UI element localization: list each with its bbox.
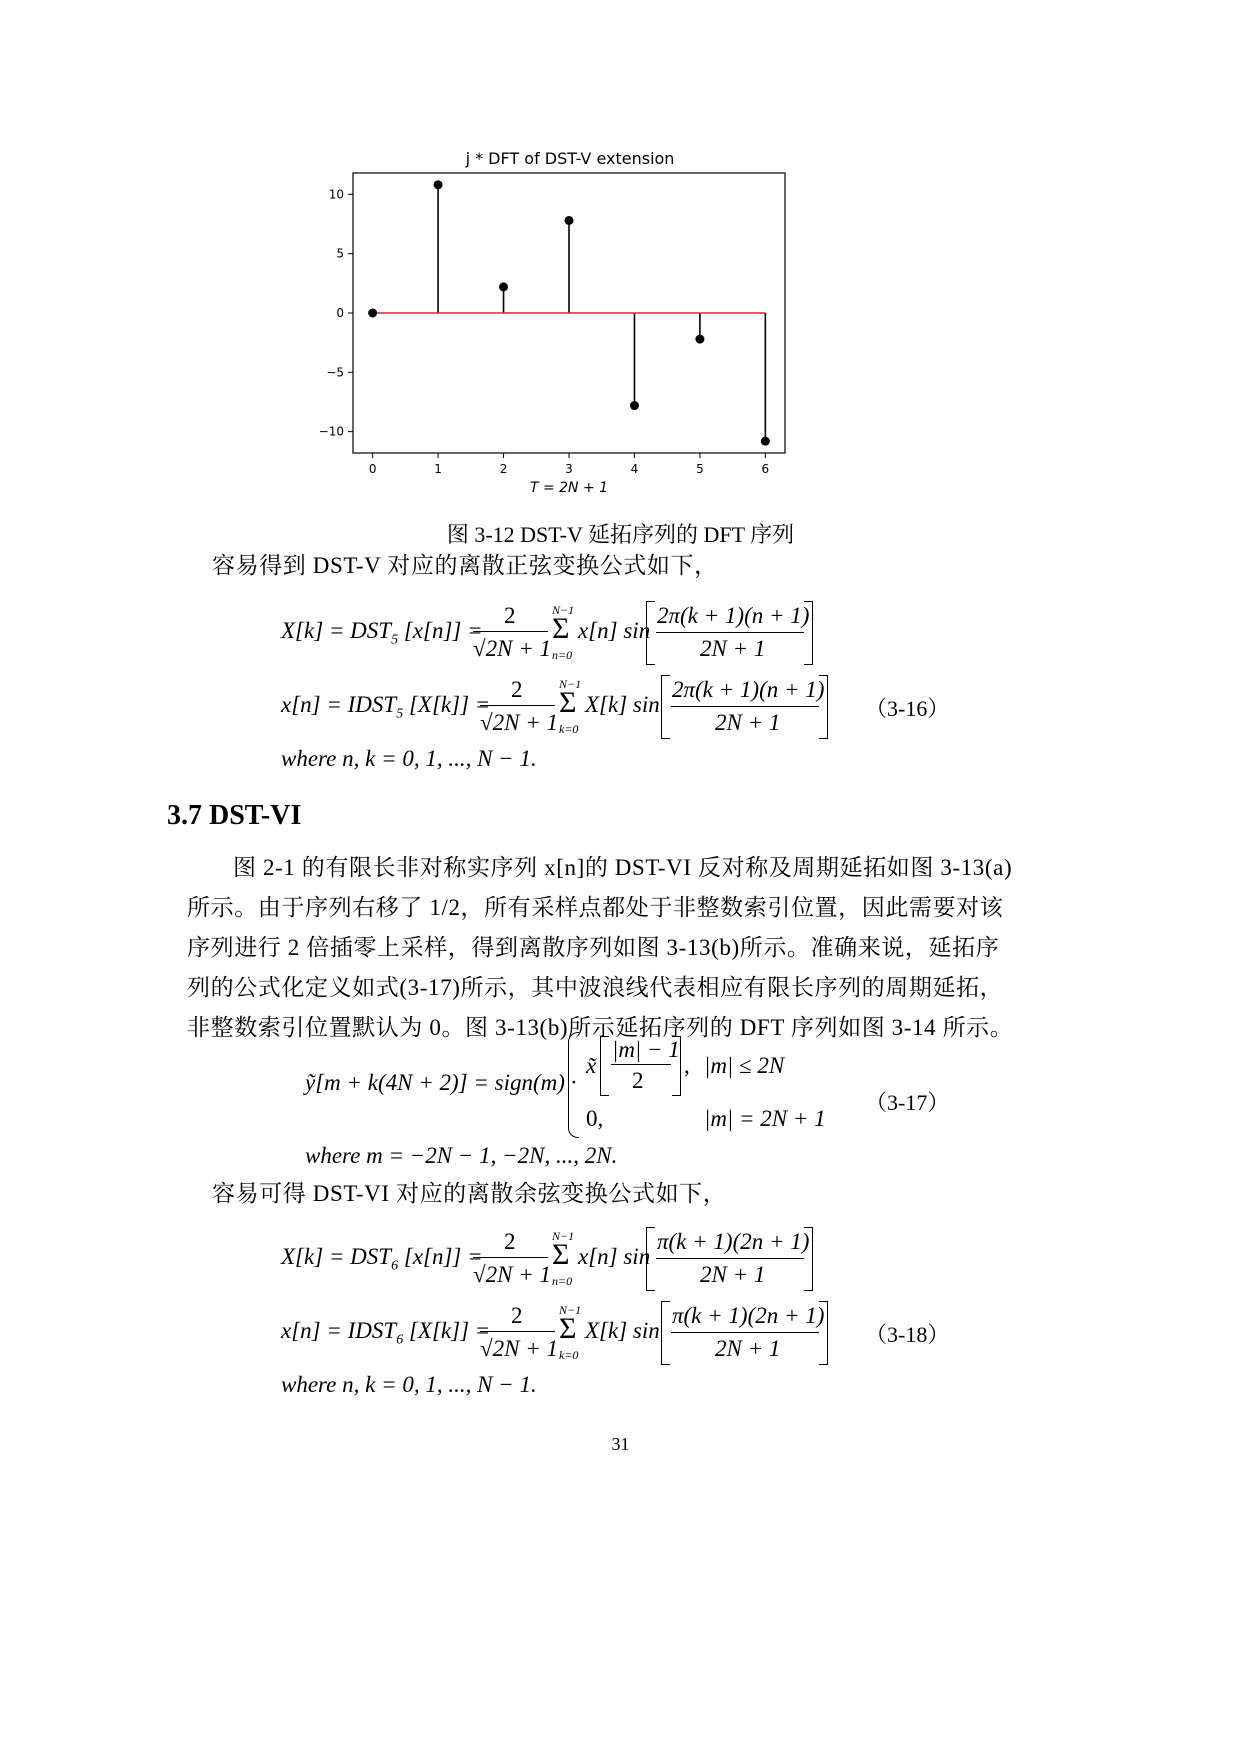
eq18-term1: x[n] sin — [578, 1244, 651, 1269]
eq16-bracket2-right — [819, 675, 828, 739]
y-tick-label: −10 — [318, 424, 344, 439]
eq16-sum2-bot: k=0 — [559, 722, 579, 736]
eq17-case1-expr: x̃ — [586, 1053, 597, 1078]
eq18-line2-lhs: $x[n] = IDST_6$ [X[k]] = — [281, 1318, 491, 1348]
eq16-arg2-den: 2N + 1 — [715, 710, 781, 735]
eq17-case2-expr: 0, — [586, 1106, 604, 1131]
eq18-bracket2-right — [819, 1301, 828, 1365]
eq18-sum-top: N−1 — [552, 1229, 575, 1243]
eq18-arg2-bar — [671, 1332, 819, 1333]
eq16-line2-lhs: $x[n] = IDST_5$ [X[k]] = — [281, 692, 491, 722]
y-axis — [319, 187, 353, 438]
eq18-line1-lhs: $X[k] = DST_6$ [x[n]] = — [281, 1244, 483, 1274]
eq18-bracket-right — [804, 1227, 813, 1291]
eq16-arg-num: 2π(k + 1)(n + 1) — [657, 603, 810, 628]
x-axis — [369, 453, 769, 476]
stem-marker — [630, 401, 639, 410]
x-axis-label: T = 2N + 1 — [529, 480, 609, 496]
stem-marker — [695, 335, 704, 344]
chart-title: j * DFT of DST-V extension — [465, 149, 675, 168]
eq18-arg2-den: 2N + 1 — [715, 1336, 781, 1361]
y-tick-label: −5 — [326, 365, 344, 380]
eq16-frac2-num: 2 — [511, 677, 523, 702]
section-heading: 3.7 DST-VI — [167, 800, 302, 831]
eq16-arg2-num: 2π(k + 1)(n + 1) — [672, 677, 825, 702]
eq18-arg-bar — [656, 1258, 804, 1259]
paragraph-line: 所示。由于序列右移了 1/2，所有采样点都处于非整数索引位置，因此需要对该 — [187, 895, 1004, 920]
eq16-term2: X[k] sin — [585, 692, 660, 717]
eq18-term2: X[k] sin — [585, 1318, 660, 1343]
eq16-bracket-left — [646, 601, 655, 665]
eq18-bracket-left — [646, 1227, 655, 1291]
eq18-frac-num: 2 — [504, 1229, 516, 1254]
stem-marker — [565, 216, 574, 225]
eq18-frac-bar — [473, 1257, 548, 1258]
eq18-bracket2-left — [661, 1301, 670, 1365]
eq16-number: （3-16） — [865, 696, 950, 721]
eq16-sum2-top: N−1 — [559, 677, 582, 691]
eq17-case1-bar — [611, 1064, 671, 1065]
eq18-frac2-bar — [480, 1331, 555, 1332]
x-tick-label: 4 — [630, 462, 639, 476]
x-tick-label: 0 — [368, 462, 377, 476]
eq16-sum-top: N−1 — [552, 603, 575, 617]
y-tick-label: 10 — [328, 187, 344, 202]
eq16-bracket2-left — [661, 675, 670, 739]
eq16-arg2-bar — [671, 706, 819, 707]
eq17-case1-num: |m| − 1 — [612, 1037, 680, 1062]
figure-caption: 图 3-12 DST-V 延拓序列的 DFT 序列 — [446, 522, 795, 547]
paragraph-line: 非整数索引位置默认为 0。图 3-13(b)所示延拓序列的 DFT 序列如图 3-14 所示。 — [187, 1015, 1014, 1040]
eq18-arg2-num: π(k + 1)(2n + 1) — [672, 1303, 825, 1328]
eq18-arg-den: 2N + 1 — [700, 1262, 766, 1287]
eq18-frac-den: √2N + 1 — [473, 1262, 551, 1287]
intro-text-2: 容易可得 DST-VI 对应的离散余弦变换公式如下， — [212, 1181, 727, 1206]
equation-3-17: ỹ[m + k(4N + 2)] = sign(m) · x̃ |m| − 1 2 , |m| ≤ 2N 0, |m| = 2N + 1 （3-17） where m = −2N − 1, −2N, ..., 2N. — [0, 0, 1241, 1754]
intro-text-1: 容易得到 DST-V 对应的离散正弦变换公式如下， — [212, 553, 718, 578]
eq16-line1-lhs: $X[k] = DST_5$ [x[n]] = — [281, 618, 483, 648]
stem-marker — [434, 180, 443, 189]
eq18-sigma: Σ — [552, 1238, 570, 1271]
x-tick-label: 6 — [761, 462, 770, 476]
eq18-arg-num: π(k + 1)(2n + 1) — [657, 1229, 810, 1254]
eq16-arg-bar — [656, 632, 804, 633]
eq16-arg-den: 2N + 1 — [700, 636, 766, 661]
eq17-where: where m = −2N − 1, −2N, ..., 2N. — [305, 1143, 618, 1168]
eq18-frac2-den: √2N + 1 — [480, 1336, 558, 1361]
x-tick-label: 5 — [696, 462, 704, 476]
eq16-frac-bar — [473, 631, 548, 632]
stem-chart — [300, 140, 820, 510]
x-tick-label: 1 — [434, 462, 442, 476]
eq18-sum2-top: N−1 — [559, 1303, 582, 1317]
eq18-sum-bot: n=0 — [552, 1274, 573, 1288]
y-tick-label: 0 — [336, 306, 344, 320]
eq16-frac-den: √2N + 1 — [473, 636, 551, 661]
stem-marker — [761, 437, 770, 446]
eq16-term1: x[n] sin — [578, 618, 651, 643]
eq16-sigma2: Σ — [559, 686, 577, 719]
paragraph-line: 图 2-1 的有限长非对称实序列 x[n]的 DST-VI 反对称及周期延拓如图 3-13(a) — [233, 855, 1013, 880]
page-number: 31 — [611, 1434, 630, 1454]
section-paragraph — [187, 848, 1057, 1048]
y-tick-label: 5 — [336, 246, 344, 261]
eq16-frac2-den: √2N + 1 — [480, 710, 558, 735]
eq16-sigma: Σ — [552, 612, 570, 645]
paragraph-line: 序列进行 2 倍插零上采样，得到离散序列如图 3-13(b)所示。准确来说，延拓序 — [187, 935, 1000, 960]
eq17-lhs: ỹ[m + k(4N + 2)] = sign(m) · — [305, 1070, 577, 1095]
eq16-bracket-right — [804, 601, 813, 665]
eq16-frac-num: 2 — [504, 603, 516, 628]
eq16-where: where n, k = 0, 1, ..., N − 1. — [281, 746, 537, 771]
x-tick-label: 3 — [565, 462, 573, 476]
eq17-case2-cond: |m| = 2N + 1 — [704, 1106, 826, 1131]
paragraph-line: 列的公式化定义如式(3-17)所示，其中波浪线代表相应有限长序列的周期延拓， — [187, 975, 1004, 1000]
eq18-sigma2: Σ — [559, 1312, 577, 1345]
stem-marker — [499, 282, 508, 291]
stem-marker — [368, 309, 377, 318]
eq18-number: （3-18） — [865, 1322, 950, 1347]
eq17-case1-cond: |m| ≤ 2N — [704, 1053, 785, 1078]
eq16-sum-bot: n=0 — [552, 648, 573, 662]
x-tick-label: 2 — [499, 462, 508, 476]
eq17-case1-den: 2 — [632, 1068, 644, 1093]
eq16-frac2-bar — [480, 705, 555, 706]
eq18-frac2-num: 2 — [511, 1303, 523, 1328]
eq18-where: where n, k = 0, 1, ..., N − 1. — [281, 1372, 537, 1397]
eq18-sum2-bot: k=0 — [559, 1348, 579, 1362]
eq17-number: （3-17） — [865, 1090, 950, 1115]
